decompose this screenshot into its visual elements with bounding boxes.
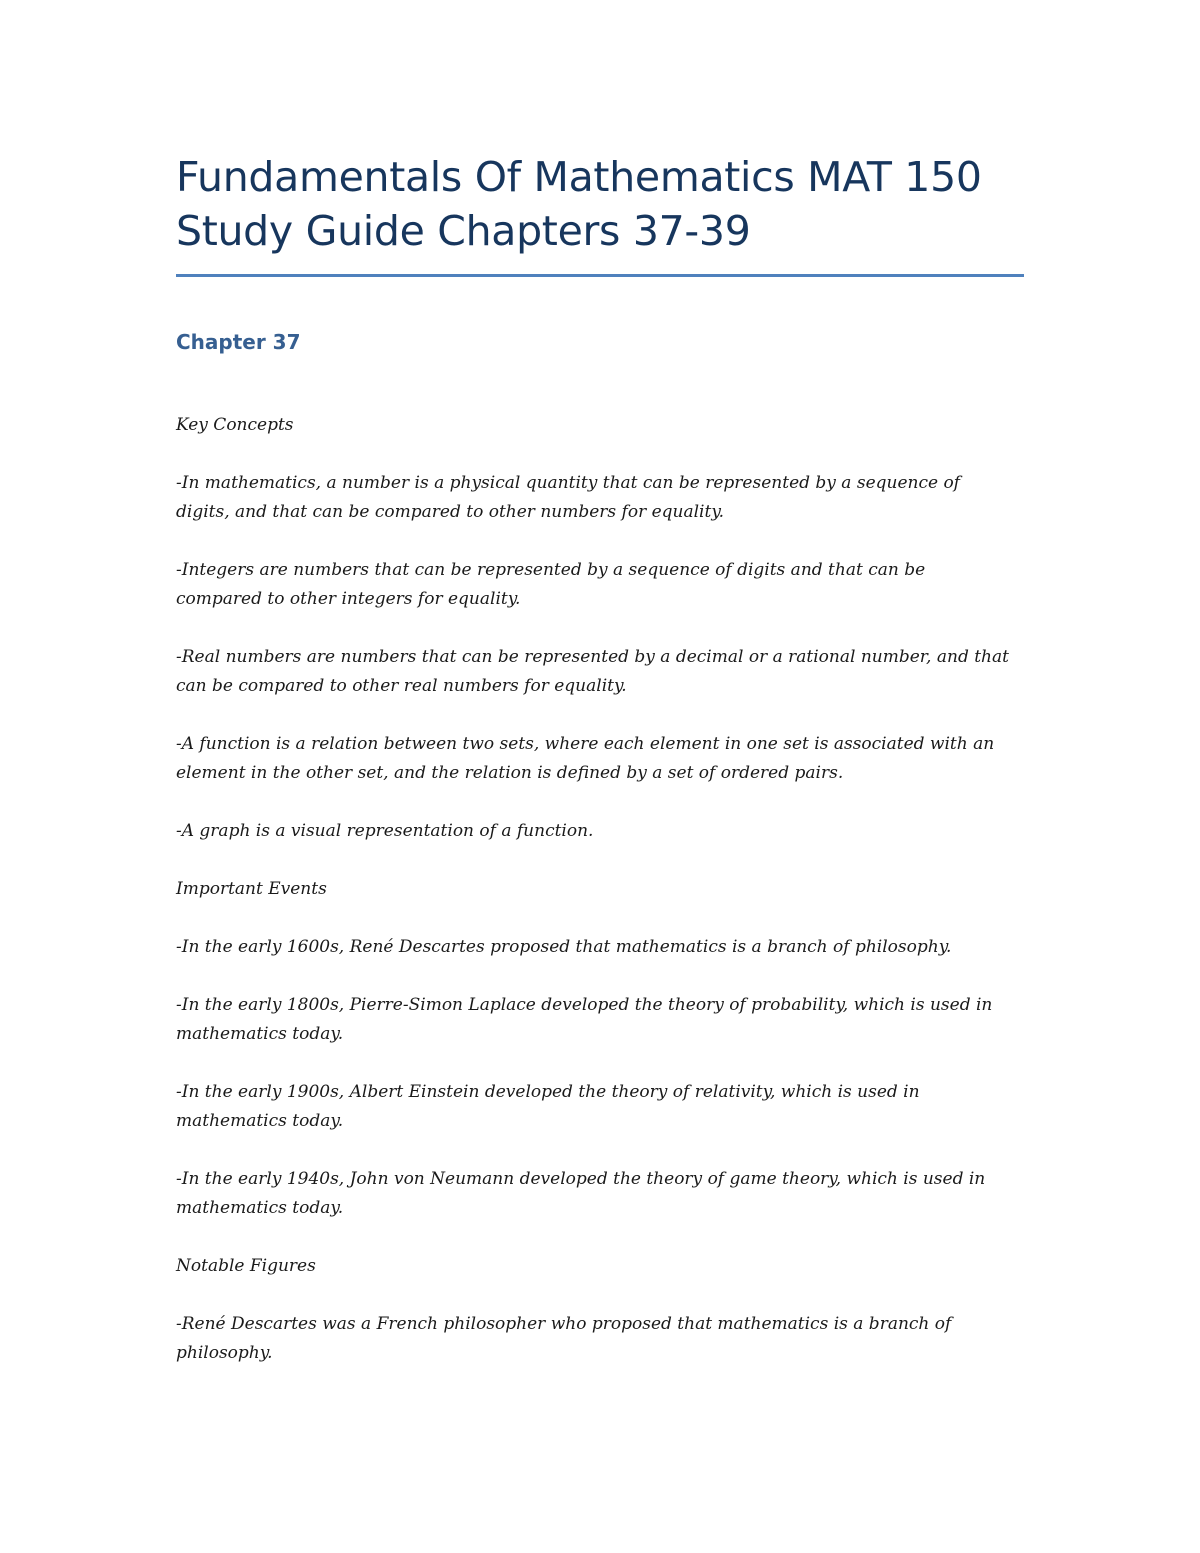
key-concept-item: -Real numbers are numbers that can be represented by a decimal or a rational number, and that can be compared to other real numbers for equality. [176, 647, 1009, 696]
important-event-item: -In the early 1600s, René Descartes proposed that mathematics is a branch of philosophy. [176, 937, 952, 957]
key-concept-item: -In mathematics, a number is a physical quantity that can be represented by a sequence of digits, and that can be compared to other numbers for equality. [176, 473, 960, 522]
section-label-notable-figures: Notable Figures [176, 1256, 316, 1276]
document-title: Fundamentals Of Mathematics MAT 150 Study Guide Chapters 37-39 [176, 153, 982, 255]
important-event-item: -In the early 1900s, Albert Einstein developed the theory of relativity, which is used in mathematics today. [176, 1082, 920, 1131]
chapter-heading: Chapter 37 [176, 330, 301, 354]
title-divider [176, 274, 1024, 277]
important-event-item: -In the early 1800s, Pierre-Simon Laplace developed the theory of probability, which is used in mathematics today. [176, 995, 993, 1044]
document-page [176, 150, 1024, 1368]
key-concept-item: -A graph is a visual representation of a function. [176, 821, 594, 841]
notable-figure-item: -René Descartes was a French philosopher who proposed that mathematics is a branch of philosophy. [176, 1314, 952, 1363]
key-concept-item: -Integers are numbers that can be represented by a sequence of digits and that can be compared to other integers for equality. [176, 560, 926, 609]
section-label-key-concepts: Key Concepts [176, 415, 294, 435]
section-label-important-events: Important Events [176, 879, 327, 899]
key-concept-item: -A function is a relation between two sets, where each element in one set is associated with an element in the other set, and the relation is defined by a set of ordered pairs. [176, 734, 995, 783]
important-event-item: -In the early 1940s, John von Neumann developed the theory of game theory, which is used in mathematics today. [176, 1169, 986, 1218]
